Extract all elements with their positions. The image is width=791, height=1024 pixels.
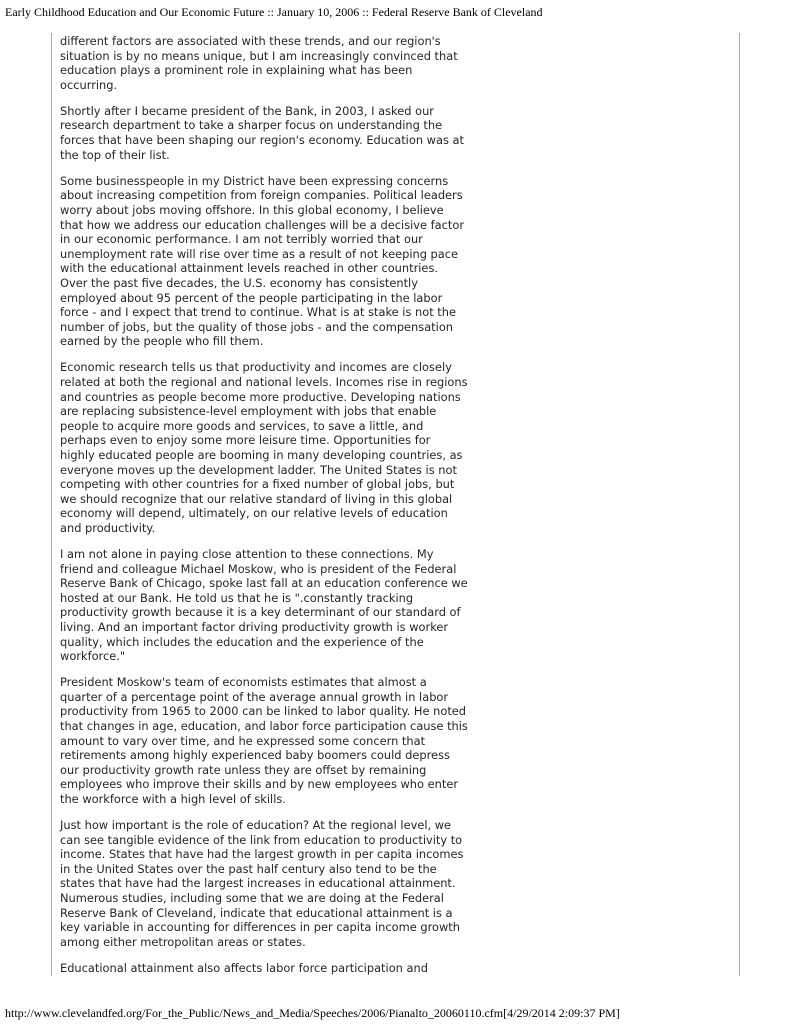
print-footer-url: http://www.clevelandfed.org/For_the_Public/News_and_Media/Speeches/2006/Pianalto_20060110.cfm[4/29/2014 2:09:37 PM] <box>5 1006 620 1020</box>
paragraph: I am not alone in paying close attention to these connections. My friend and colleague Michael Moskow, who is president of the Federal Reserve Bank of Chicago, spoke last fall at an education conference we hosted at our Bank. He told us that he is ".constantly tracking productivity growth because it is a key determinant of our standard of living. And an important factor driving productivity growth is worker quality, which includes the education and the experience of the workforce." <box>60 547 468 664</box>
right-column-divider <box>739 33 740 976</box>
paragraph: President Moskow's team of economists estimates that almost a quarter of a percentage point of the average annual growth in labor productivity from 1965 to 2000 can be linked to labor quality. He noted that changes in age, education, and labor force participation cause this amount to vary over time, and he expressed some concern that retirements among highly experienced baby boomers could depress our productivity growth rate unless they are offset by remaining employees who improve their skills and by new employees who enter the workforce with a high level of skills. <box>60 675 468 806</box>
paragraph: Some businesspeople in my District have been expressing concerns about increasing competition from foreign companies. Political leaders worry about jobs moving offshore. In this global economy, I believe that how we address our education challenges will be a decisive factor in our economic performance. I am not terribly worried that our unemployment rate will rise over time as a result of not keeping pace with the educational attainment levels reached in other countries. Over the past five decades, the U.S. economy has consistently employed about 95 percent of the people participating in the labor force - and I expect that trend to continue. What is at stake is not the number of jobs, but the quality of those jobs - and the compensation earned by the people who fill them. <box>60 173 465 349</box>
print-header-title: Early Childhood Education and Our Economic Future :: January 10, 2006 :: Federal Reserve Bank of Cleveland <box>5 5 543 19</box>
paragraph: different factors are associated with these trends, and our region's situation is by no means unique, but I am increasingly convinced that education plays a prominent role in explaining what has been occurring. <box>60 34 458 92</box>
speech-body <box>60 34 468 987</box>
paragraph: Just how important is the role of education? At the regional level, we can see tangible evidence of the link from education to productivity to income. States that have had the largest growth in per capita incomes in the United States over the past half century also tend to be the states that have had the largest increases in educational attainment. Numerous studies, including some that we are doing at the Federal Reserve Bank of Cleveland, indicate that educational attainment is a key variable in accounting for differences in per capita income growth among either metropolitan areas or states. <box>60 818 464 949</box>
paragraph: Shortly after I became president of the Bank, in 2003, I asked our research department to take a sharper focus on understanding the forces that have been shaping our region's economy. Education was at the top of their list. <box>60 103 464 162</box>
paragraph: Economic research tells us that productivity and incomes are closely related at both the regional and national levels. Incomes rise in regions and countries as people become more productive. Developing nations are replacing subsistence-level employment with jobs that enable people to acquire more goods and services, to save a little, and perhaps even to enjoy some more leisure time. Opportunities for highly educated people are booming in many developing countries, as everyone moves up the development ladder. The United States is not competing with other countries for a fixed number of global jobs, but we should recognize that our relative standard of living in this global economy will depend, ultimately, on our relative levels of education and productivity. <box>60 360 468 535</box>
paragraph: Educational attainment also affects labor force participation and <box>60 960 428 975</box>
left-column-divider <box>51 33 52 976</box>
